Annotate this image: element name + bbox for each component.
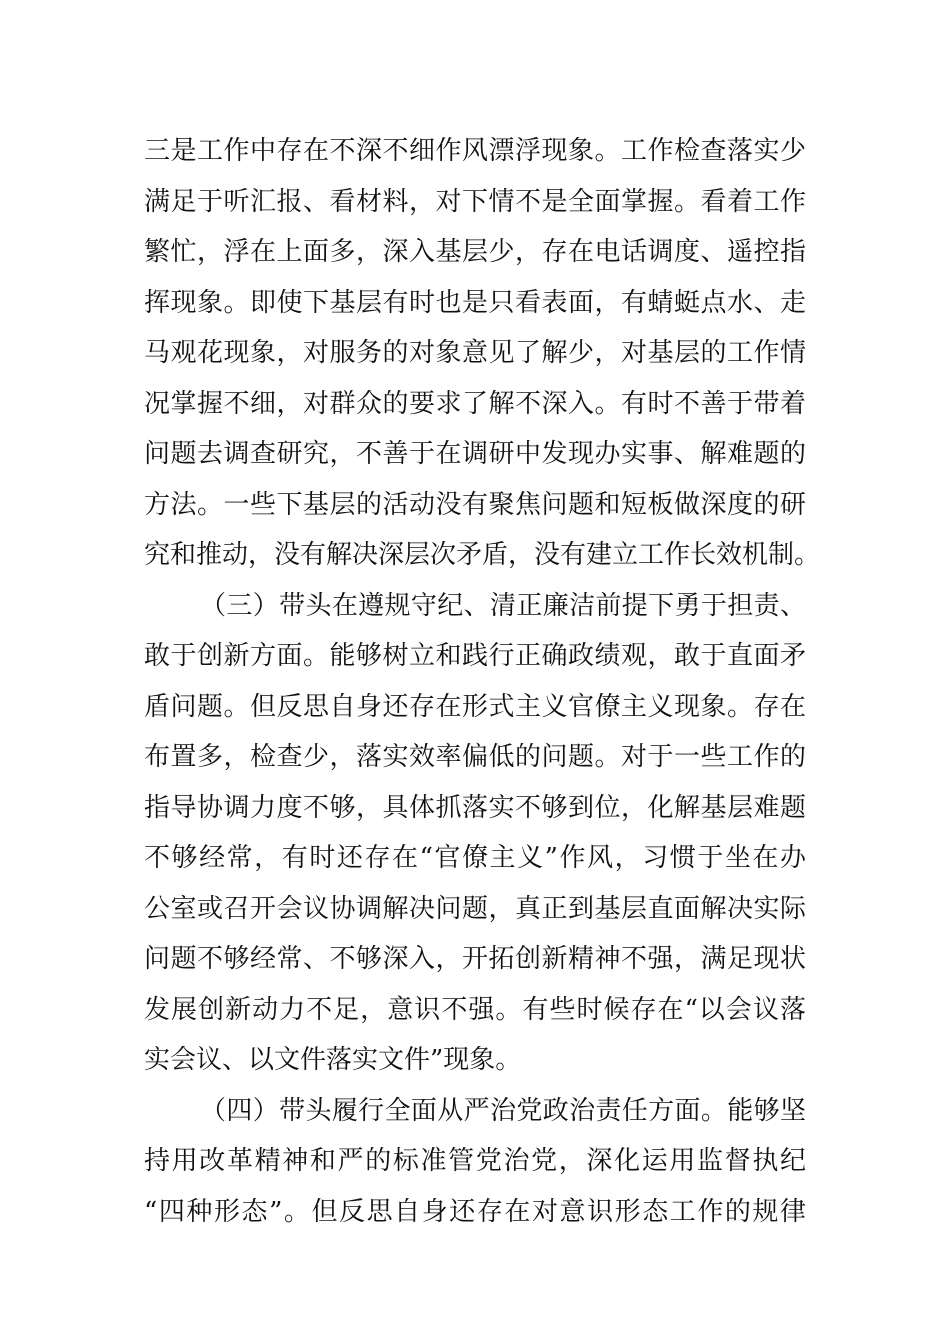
paragraph-2-line-3: 盾问题。但反思自身还存在形式主义官僚主义现象。存在 (144, 691, 806, 722)
paragraph-2-line-6: 不够经常，有时还存在“官僚主义”作风，习惯于坐在办 (144, 843, 806, 873)
paragraph-1-line-8: 方法。一些下基层的活动没有聚焦问题和短板做深度的研 (144, 489, 806, 520)
paragraph-2-line-7: 公室或召开会议协调解决问题，真正到基层直面解决实际 (144, 893, 806, 924)
paragraph-1-line-7: 问题去调查研究，不善于在调研中发现办实事、解难题的 (144, 439, 806, 469)
paragraph-1-line-6: 况掌握不细，对群众的要求了解不深入。有时不善于带着 (144, 388, 806, 419)
paragraph-3-line-3: “四种形态”。但反思自身还存在对意识形态工作的规律 (144, 1196, 806, 1227)
paragraph-3-line-1: （四）带头履行全面从严治党政治责任方面。能够坚 (200, 1095, 806, 1126)
paragraph-2-line-4: 布置多，检查少，落实效率偏低的问题。对于一些工作的 (144, 742, 806, 772)
paragraph-1-line-5: 马观花现象，对服务的对象意见了解少，对基层的工作情 (144, 338, 806, 368)
paragraph-2-line-8: 问题不够经常、不够深入，开拓创新精神不强，满足现状 (144, 944, 806, 974)
paragraph-2-line-5: 指导协调力度不够，具体抓落实不够到位，化解基层难题 (144, 792, 806, 823)
paragraph-1-line-9: 究和推动，没有解决深层次矛盾，没有建立工作长效机制。 (144, 540, 821, 570)
paragraph-1-line-3: 繁忙，浮在上面多，深入基层少，存在电话调度、遥控指 (144, 237, 806, 267)
paragraph-1-line-2: 满足于听汇报、看材料，对下情不是全面掌握。看着工作 (144, 186, 806, 217)
paragraph-2-line-9: 发展创新动力不足，意识不强。有些时候存在“以会议落 (144, 994, 806, 1025)
paragraph-1-line-1: 三是工作中存在不深不细作风漂浮现象。工作检查落实少 (144, 136, 806, 166)
paragraph-3-line-2: 持用改革精神和严的标准管党治党，深化运用监督执纪 (144, 1146, 806, 1176)
paragraph-2-line-10: 实会议、以文件落实文件”现象。 (144, 1045, 522, 1075)
paragraph-2-line-2: 敢于创新方面。能够树立和践行正确政绩观，敢于直面矛 (144, 641, 806, 671)
paragraph-2-line-1: （三）带头在遵规守纪、清正廉洁前提下勇于担责、 (200, 590, 806, 621)
paragraph-1-line-4: 挥现象。即使下基层有时也是只看表面，有蜻蜓点水、走 (144, 287, 806, 318)
document-body (144, 126, 821, 1237)
